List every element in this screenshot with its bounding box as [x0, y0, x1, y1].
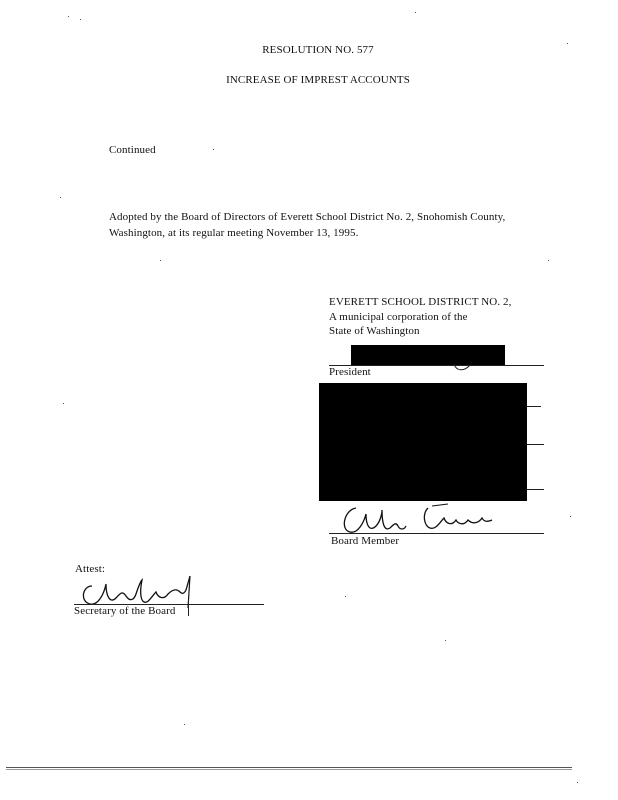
redaction-bar-president [351, 345, 505, 365]
attest-label: Attest: [75, 563, 106, 575]
org-line-3: State of Washington [329, 325, 420, 337]
org-line-1: EVERETT SCHOOL DISTRICT NO. 2, [329, 296, 512, 308]
board-member-label: Board Member [331, 535, 400, 547]
scan-speck [213, 149, 214, 150]
secretary-label: Secretary of the Board [74, 605, 176, 617]
resolution-title: RESOLUTION NO. 577 [262, 44, 374, 56]
signature-line-stub-3 [527, 489, 544, 490]
resolution-subject: INCREASE OF IMPREST ACCOUNTS [226, 74, 410, 86]
scan-speck [445, 640, 446, 641]
signature-line-stub-2 [527, 444, 544, 445]
scan-speck [80, 19, 81, 20]
signature-line-stub-1 [527, 406, 541, 407]
scan-speck [567, 43, 568, 44]
adoption-line-1: Adopted by the Board of Directors of Everett School District No. 2, Snohomish County, [109, 211, 506, 223]
org-line-2: A municipal corporation of the [329, 311, 468, 323]
page-bottom-edge [6, 767, 572, 768]
president-label: President [329, 366, 371, 378]
scan-speck [548, 260, 549, 261]
scan-speck [68, 16, 69, 17]
president-signature-mark [448, 362, 478, 376]
scan-speck [345, 596, 346, 597]
scan-speck [577, 782, 578, 783]
redaction-block-signatures [319, 383, 527, 501]
scan-speck [184, 724, 185, 725]
secretary-signature-tail [188, 600, 189, 616]
continued-label: Continued [109, 144, 156, 156]
scan-speck [60, 197, 61, 198]
page-bottom-edge-shadow [6, 769, 572, 770]
board-member-signature [336, 500, 506, 540]
scan-speck [160, 260, 161, 261]
scan-speck [570, 516, 571, 517]
scan-speck [415, 12, 416, 13]
scan-speck [63, 403, 64, 404]
board-member-signature-line [329, 533, 544, 534]
adoption-line-2: Washington, at its regular meeting November 13, 1995. [109, 227, 359, 239]
